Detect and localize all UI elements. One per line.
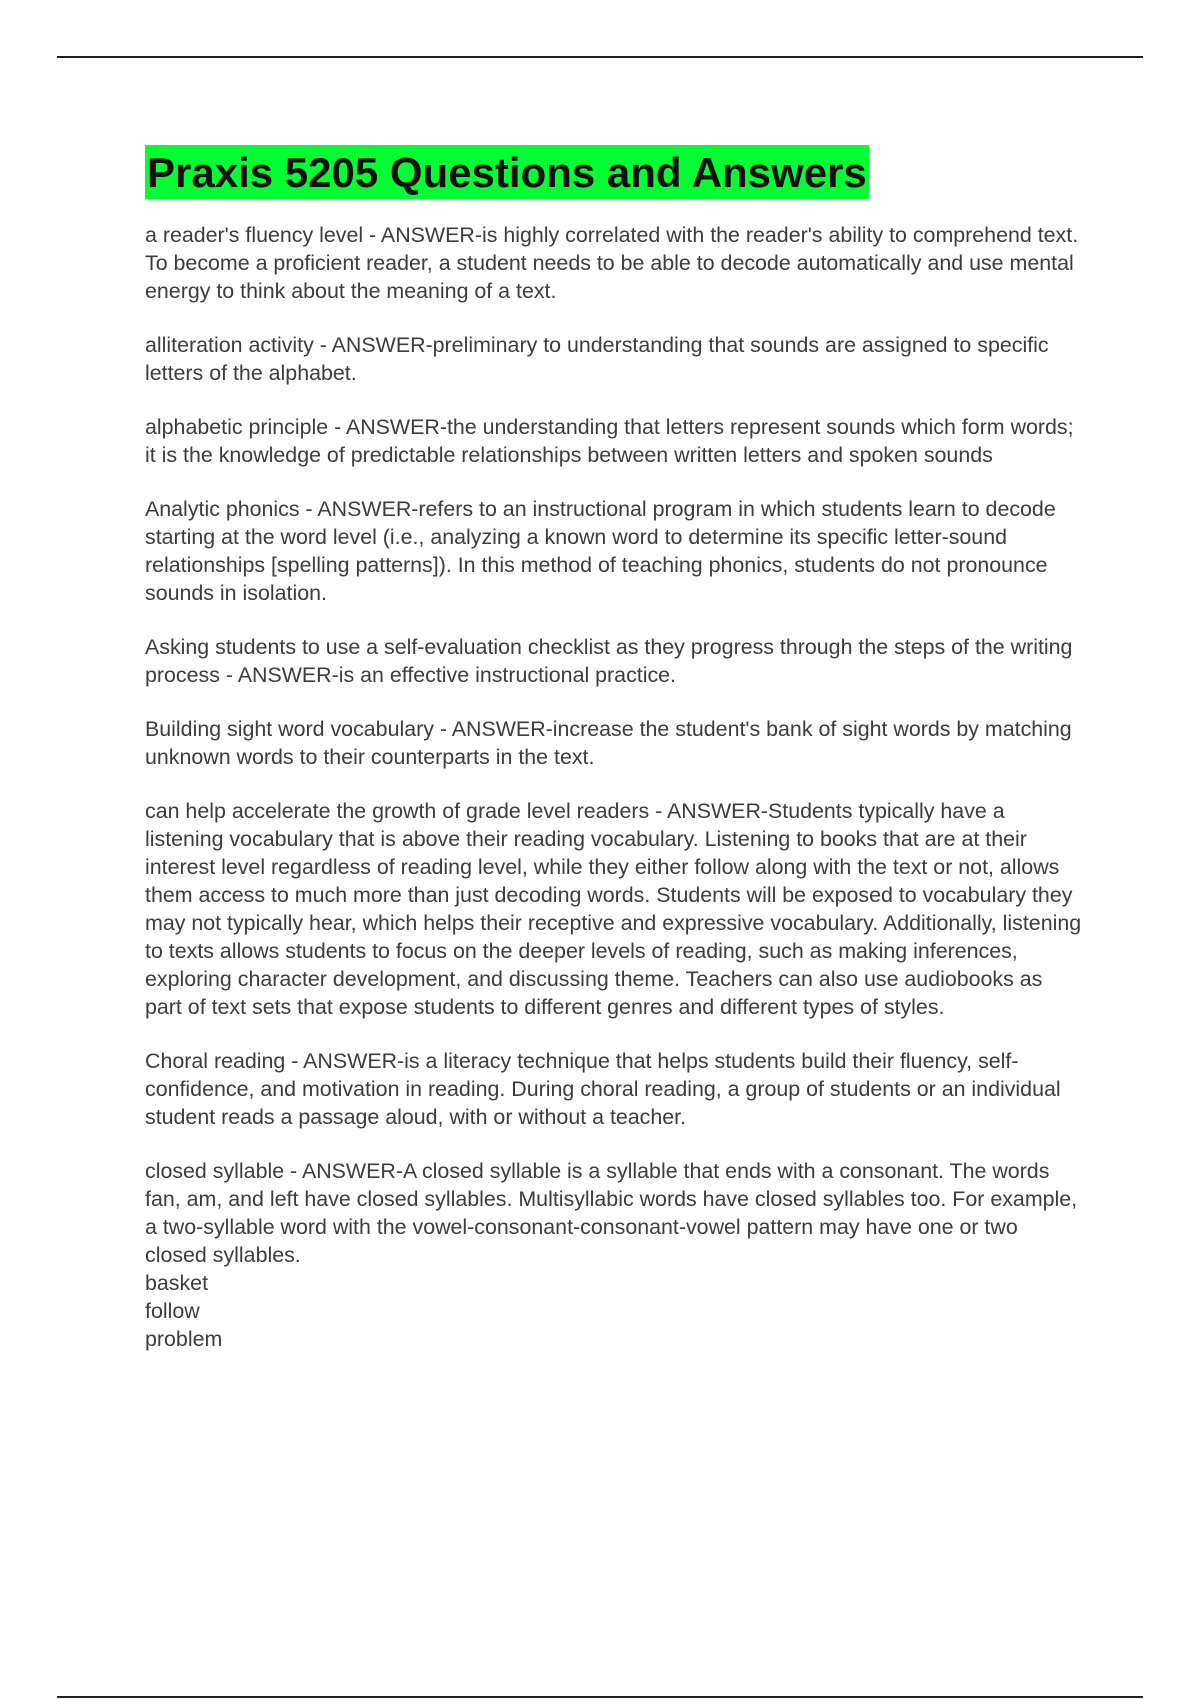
qa-entry-closed-syllable <box>145 1157 1085 1353</box>
qa-entry: Analytic phonics - ANSWER-refers to an instructional program in which students learn to decode starting at the word level (i.e., analyzing a known word to determine its specific letter-sound relationships [spelling patterns]). In this method of teaching phonics, students do not pronounce sounds in isolation. <box>145 497 1056 605</box>
qa-entry: a reader's fluency level - ANSWER-is highly correlated with the reader's ability to comprehend text. To become a proficient reader, a student needs to be able to decode automatically and use mental energy to think about the meaning of a text. <box>145 223 1079 303</box>
qa-entry-text: closed syllable - ANSWER-A closed syllable is a syllable that ends with a consonant. The words fan, am, and left have closed syllables. Multisyllabic words have closed syllables too. For example, a two-syllable word with the vowel-consonant-consonant-vowel pattern may have one or two closed syllables. <box>145 1159 1078 1267</box>
qa-entry: Asking students to use a self-evaluation checklist as they progress through the steps of the writing process - ANSWER-is an effective instructional practice. <box>145 635 1073 687</box>
qa-entry: alphabetic principle - ANSWER-the understanding that letters represent sounds which form words; it is the knowledge of predictable relationships between written letters and spoken sounds <box>145 415 1074 467</box>
example-word: basket <box>145 1271 209 1295</box>
qa-entry: Choral reading - ANSWER-is a literacy technique that helps students build their fluency, self-confidence, and motivation in reading. During choral reading, a group of students or an individual student reads a passage aloud, with or without a teacher. <box>145 1049 1061 1129</box>
document-title: Praxis 5205 Questions and Answers <box>145 145 869 199</box>
qa-entry: can help accelerate the growth of grade level readers - ANSWER-Students typically have a listening vocabulary that is above their reading vocabulary. Listening to books that are at their interest level regardless of reading level, while they either follow along with the text or not, allows them access to much more than just decoding words. Students will be exposed to vocabulary they may not typically hear, which helps their receptive and expressive vocabulary. Additionally, listening to texts allows students to focus on the deeper levels of reading, such as making inferences, exploring character development, and discussing theme. Teachers can also use audiobooks as part of text sets that expose students to different genres and different types of styles. <box>145 799 1082 1019</box>
bottom-rule <box>57 1696 1143 1698</box>
example-word: problem <box>145 1327 223 1351</box>
document-body <box>145 145 1085 1379</box>
top-rule <box>57 56 1143 58</box>
example-word: follow <box>145 1299 200 1323</box>
qa-entry: Building sight word vocabulary - ANSWER-increase the student's bank of sight words by matching unknown words to their counterparts in the text. <box>145 717 1072 769</box>
qa-entry: alliteration activity - ANSWER-preliminary to understanding that sounds are assigned to specific letters of the alphabet. <box>145 333 1049 385</box>
